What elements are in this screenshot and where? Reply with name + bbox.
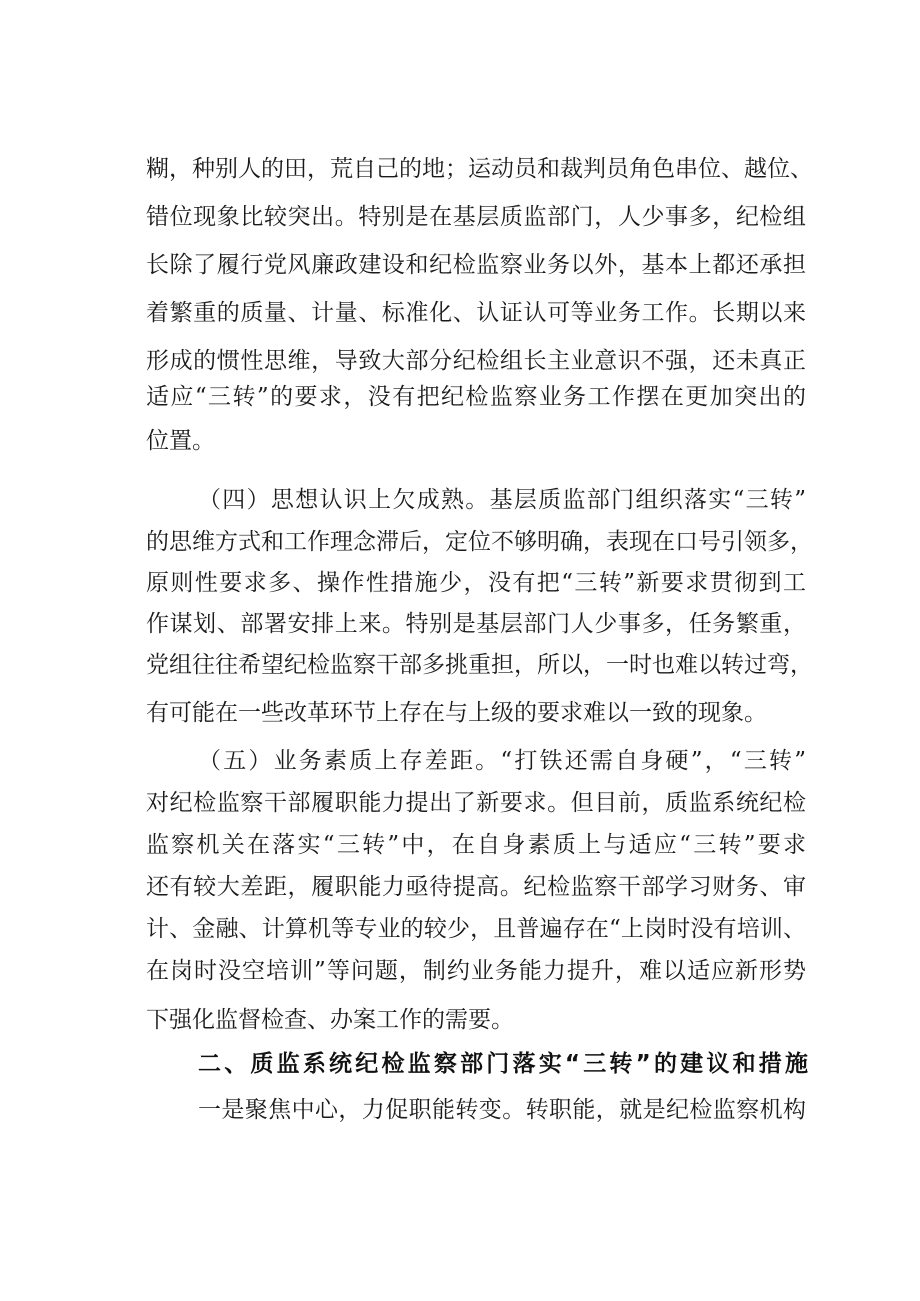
body-text-line: 位置。: [146, 428, 215, 454]
body-text-line: 党组往往希望纪检监察干部多挑重担，所以，一时也难以转过弯，: [146, 652, 813, 678]
body-text-line: 计、金融、计算机等专业的较少，且普遍存在“上岗时没有培训、: [146, 916, 806, 942]
paragraph-start-line: （四）思想认识上欠成熟。基层质监部门组织落实“三转”: [198, 487, 806, 513]
body-text-line: 对纪检监察干部履职能力提出了新要求。但目前，质监系统纪检: [146, 790, 806, 816]
body-text-line: 长除了履行党风廉政建设和纪检监察业务以外，基本上都还承担: [146, 252, 806, 278]
paragraph-start-line: （五）业务素质上存差距。“打铁还需自身硬”，“三转”: [198, 748, 806, 774]
body-text-line: 原则性要求多、操作性措施少，没有把“三转”新要求贯彻到工: [146, 570, 806, 596]
body-text-line: 有可能在一些改革环节上存在与上级的要求难以一致的现象。: [146, 700, 767, 726]
body-text-line: 的思维方式和工作理念滞后，定位不够明确，表现在口号引领多，: [146, 529, 813, 555]
body-text-line: 糊，种别人的田，荒自己的地；运动员和裁判员角色串位、越位、: [146, 156, 813, 182]
body-text-line: 形成的惯性思维，导致大部分纪检组长主业意识不强，还未真正: [146, 348, 806, 374]
body-text-line: 着繁重的质量、计量、标准化、认证认可等业务工作。长期以来: [146, 300, 806, 326]
body-text-line: 在岗时没空培训”等问题，制约业务能力提升，难以适应新形势: [146, 958, 806, 984]
paragraph-start-line: 一是聚焦中心，力促职能转变。转职能，就是纪检监察机构: [198, 1097, 806, 1123]
body-text-line: 下强化监督检查、办案工作的需要。: [146, 1007, 514, 1033]
body-text-line: 监察机关在落实“三转”中，在自身素质上与适应“三转”要求: [146, 832, 806, 858]
body-text-line: 适应“三转”的要求，没有把纪检监察业务工作摆在更加突出的: [146, 384, 806, 410]
body-text-line: 作谋划、部署安排上来。特别是基层部门人少事多，任务繁重，: [146, 611, 806, 637]
section-heading: 二、质监系统纪检监察部门落实“三转”的建议和措施: [198, 1051, 808, 1077]
body-text-line: 错位现象比较突出。特别是在基层质监部门，人少事多，纪检组: [146, 204, 806, 230]
body-text-line: 还有较大差距，履职能力亟待提高。纪检监察干部学习财务、审: [146, 874, 806, 900]
